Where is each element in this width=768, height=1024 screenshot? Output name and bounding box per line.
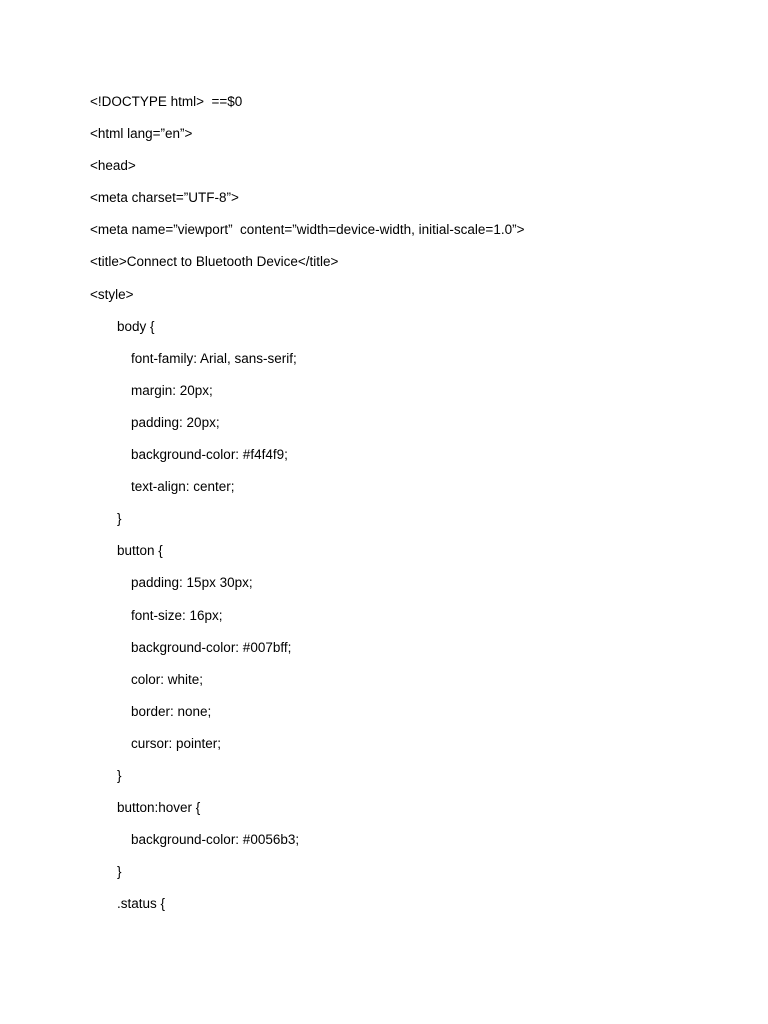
code-line: body {: [117, 318, 155, 334]
code-text-block: [90, 92, 728, 926]
code-line: background-color: #f4f4f9;: [131, 447, 288, 463]
code-line: padding: 15px 30px;: [131, 575, 253, 591]
code-line: }: [117, 864, 122, 880]
code-line: font-family: Arial, sans-serif;: [131, 350, 297, 366]
code-line: border: none;: [131, 703, 212, 719]
code-line: <head>: [90, 158, 136, 174]
code-line: <meta name=”viewport” content=”width=device-width, initial-scale=1.0”>: [90, 222, 525, 238]
code-line: font-size: 16px;: [131, 607, 223, 623]
code-line: .status {: [117, 896, 166, 912]
code-line: margin: 20px;: [131, 382, 213, 398]
code-line: background-color: #007bff;: [131, 639, 292, 655]
code-line: <!DOCTYPE html> ==$0: [90, 94, 243, 109]
code-line: button:hover {: [117, 800, 201, 816]
code-line: color: white;: [131, 671, 204, 687]
code-line: <style>: [90, 286, 134, 302]
code-line: <title>Connect to Bluetooth Device</title>: [90, 254, 339, 270]
code-line: }: [117, 767, 122, 783]
code-line: cursor: pointer;: [131, 735, 222, 751]
code-line: <html lang=”en”>: [90, 126, 193, 142]
code-line: }: [117, 511, 122, 527]
code-line: <meta charset=”UTF-8”>: [90, 190, 239, 206]
code-line: text-align: center;: [131, 479, 235, 495]
code-line: padding: 20px;: [131, 414, 220, 430]
code-line: button {: [117, 543, 163, 559]
code-line: background-color: #0056b3;: [131, 832, 300, 848]
